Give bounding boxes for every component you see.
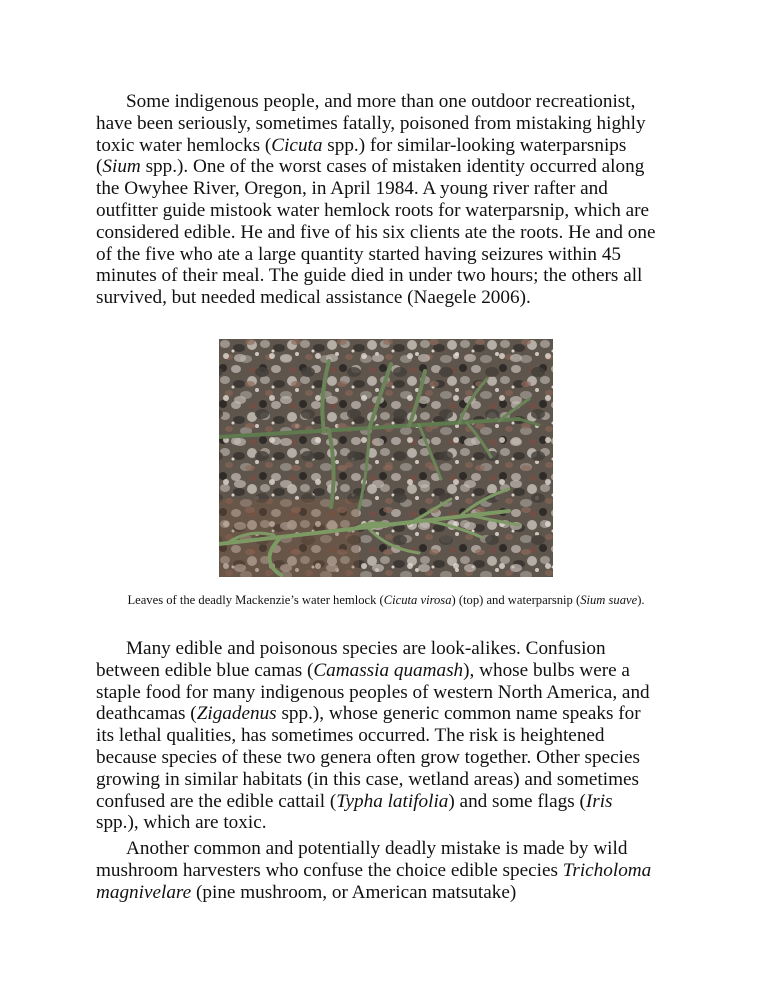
text-run: spp.). One of the worst cases of mistaken identity occurred along the Owyhee River, Oregon, in April 1984. A young river rafter and outfitter guide mistook water hemlock roots for waterparsnip, which are considered edible. He and five of his six clients ate the roots. He and one of the five who ate a large quantity started having seizures within 45 minutes of their meal. The guide died in under two hours; the others all survived, but needed medical assistance (Naegele 2006). [96,156,656,309]
italic-species: Tricholoma magnivelare [96,859,652,903]
italic-species: Typha latifolia [336,790,449,812]
caption-italic-species: Sium suave [580,593,638,607]
plant-leaves-photo [219,339,553,577]
text-block-top [96,91,656,309]
text-run: ), whose bulbs were a staple food for many indigenous peoples of western North America, and deathcamas ( [96,659,650,725]
text-run: (pine mushroom, or American matsutake) [191,881,517,903]
italic-genus: Zigadenus [196,703,277,725]
text-block-bottom [96,638,656,904]
paragraph-mushroom-mistake [96,838,656,903]
text-run: Some indigenous people, and more than one outdoor recreationist, have been seriously, sometimes fatally, poisoned from mistaking highly toxic water hemlocks ( [96,91,646,156]
caption-text: ). [637,593,645,607]
paragraph-look-alikes [96,638,656,834]
text-run: spp.), which are toxic. [96,812,267,834]
figure-caption [96,592,676,608]
italic-genus: Iris [585,790,613,812]
text-run: spp.), whose generic common name speaks for its lethal qualities, has sometimes occurred. The risk is heightened because species of these two genera often grow together. Other species growing in similar habitats (in this case, wetland areas) and sometimes confused are the edible cattail ( [96,703,641,812]
italic-genus: Sium [102,156,141,178]
italic-species: Camassia quamash [313,659,464,681]
italic-genus: Cicuta [271,134,323,156]
caption-italic-species: Cicuta virosa [383,593,452,607]
text-run: ) and some flags ( [448,790,586,812]
text-run: Many edible and poisonous species are look-alikes. Confusion between edible blue camas ( [96,638,606,681]
text-run: Another common and potentially deadly mistake is made by wild mushroom harvesters who confuse the choice edible species [96,838,628,881]
paragraph-water-hemlock-poisoning [96,91,656,309]
text-run: spp.) for similar-looking waterparsnips ( [96,134,627,178]
caption-text: Leaves of the deadly Mackenzie’s water hemlock ( [127,593,384,607]
caption-text: ) (top) and waterparsnip ( [451,593,581,607]
gravel-leaves-image [219,339,553,577]
